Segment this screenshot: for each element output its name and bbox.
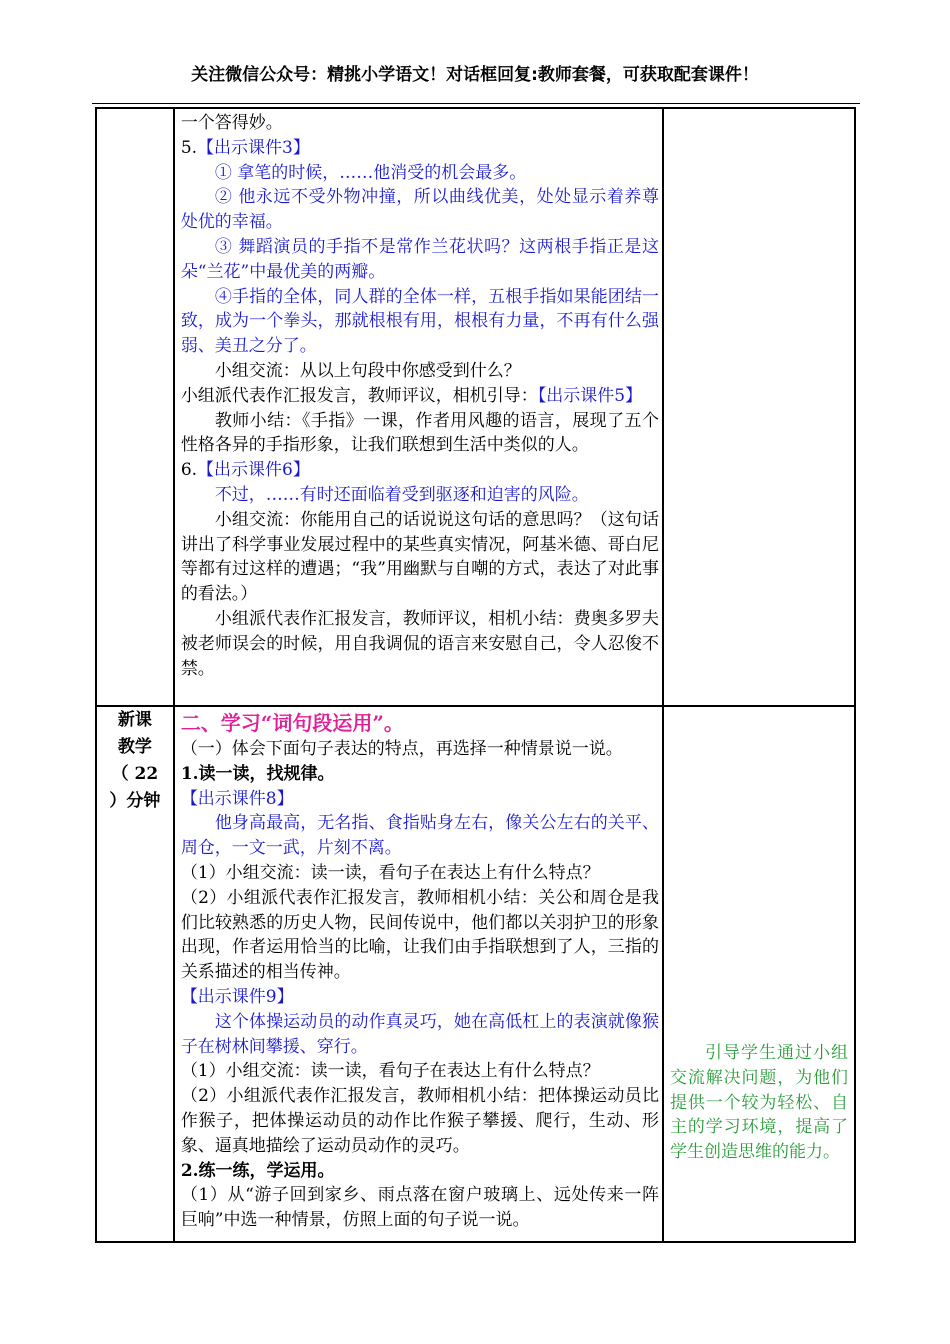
table-row: [96, 108, 855, 706]
group-discussion-2: 小组交流：你能用自己的话说说这句话的意思吗？（这句话讲出了科学事业发展过程中的某些真实情况，阿基米德、哥白尼等都有过这样的遭遇；“我”用幽默与自嘲的方式，表达了对此事的看法。）: [180, 509, 659, 605]
slide-tag-9: 【出示课件9】: [180, 986, 294, 1007]
header-divider: [92, 103, 860, 104]
item-5: 5.【出示课件3】: [180, 137, 310, 158]
group-discussion: 小组交流：从以上句段中你感受到什么？: [214, 360, 521, 381]
quote-9: 这个体操运动员的动作真灵巧，她在高低杠上的表演就像猴子在树林间攀援、穿行。: [180, 1011, 659, 1057]
stage-label-line: 教学: [117, 737, 152, 757]
group-report-2: 小组派代表作汇报发言，教师评议，相机小结：费奥多罗夫被老师误会的时候，用自我调侃的语言来安慰自己，令人忍俊不禁。: [180, 608, 659, 679]
group-report: 小组派代表作汇报发言，教师评议，相机引导：【出示课件5】: [180, 385, 643, 406]
section-title: 二、学习“词句段运用”。: [180, 711, 404, 735]
continued-text: 一个答得妙。: [180, 113, 283, 133]
content-cell: [174, 706, 663, 1242]
stage-label-cell: [96, 706, 174, 1242]
step-1: 1.读一读，找规律。: [180, 763, 335, 784]
notes-cell: [663, 108, 855, 706]
report-1: （2）小组派代表作汇报发言，教师相机小结：关公和周仓是我们比较熟悉的历史人物，民间传说中，他们都以关羽护卫的形象出现，作者运用恰当的比喻，让我们由手指联想到了人，三指的关系描述的相当传神。: [180, 887, 659, 983]
page-header-notice: 关注微信公众号：精挑小学语文！对话框回复:教师套餐，可获取配套课件！: [191, 65, 759, 85]
teacher-summary: 教师小结：《手指》一课，作者用风趣的语言，展现了五个性格各异的手指形象，让我们联想到生活中类似的人。: [180, 410, 659, 456]
quote-8: 他身高最高，无名指、食指贴身左右，像关公左右的关平、周仓，一文一武，片刻不离。: [180, 813, 659, 859]
step-2: 2.练一练，学运用。: [180, 1160, 335, 1181]
quote-1: ① 拿笔的时候，……他消受的机会最多。: [214, 162, 527, 183]
discussion-2: （1）小组交流：读一读，看句子在表达上有什么特点？: [180, 1061, 600, 1082]
stage-label-line: ）分钟: [109, 791, 161, 811]
slide-tag-8: 【出示课件8】: [180, 788, 294, 809]
quote-6: 不过，……有时还面临着受到驱逐和迫害的风险。: [214, 484, 589, 505]
practice: （1）从“游子回到家乡、雨点落在窗户玻璃上、远处传来一阵巨响”中选一种情景，仿照上面的句子说一说。: [180, 1185, 659, 1231]
lesson-plan-table: [95, 107, 856, 1243]
notes-cell: [663, 706, 855, 1242]
stage-label-cell: [96, 108, 174, 706]
quote-4: ④手指的全体，同人群的全体一样，五根手指如果能团结一致，成为一个拳头，那就根根有用，根根有力量，不再有什么强弱、美丑之分了。: [180, 286, 659, 357]
item-6: 6.【出示课件6】: [180, 460, 310, 481]
stage-label-line: 新课: [117, 710, 152, 730]
report-2: （2）小组派代表作汇报发言，教师相机小结：把体操运动员比作猴子，把体操运动员的动作比作猴子攀援、爬行，生动、形象、逼真地描绘了运动员动作的灵巧。: [180, 1086, 659, 1156]
design-note: 引导学生通过小组交流解决问题，为他们提供一个较为轻松、自主的学习环境，提高了学生创造思维的能力。: [669, 1043, 848, 1163]
content-cell: [174, 108, 663, 706]
quote-2: ② 他永远不受外物冲撞，所以曲线优美，处处显示着养尊处优的幸福。: [180, 187, 659, 233]
quote-3: ③ 舞蹈演员的手指不是常作兰花状吗？这两根手指正是这朵“兰花”中最优美的两瓣。: [180, 236, 659, 282]
discussion-1: （1）小组交流：读一读，看句子在表达上有什么特点？: [180, 862, 600, 883]
part-1: （一）体会下面句子表达的特点，再选择一种情景说一说。: [180, 739, 623, 759]
table-row: [96, 706, 855, 1242]
stage-label-line: （ 22: [111, 764, 159, 784]
